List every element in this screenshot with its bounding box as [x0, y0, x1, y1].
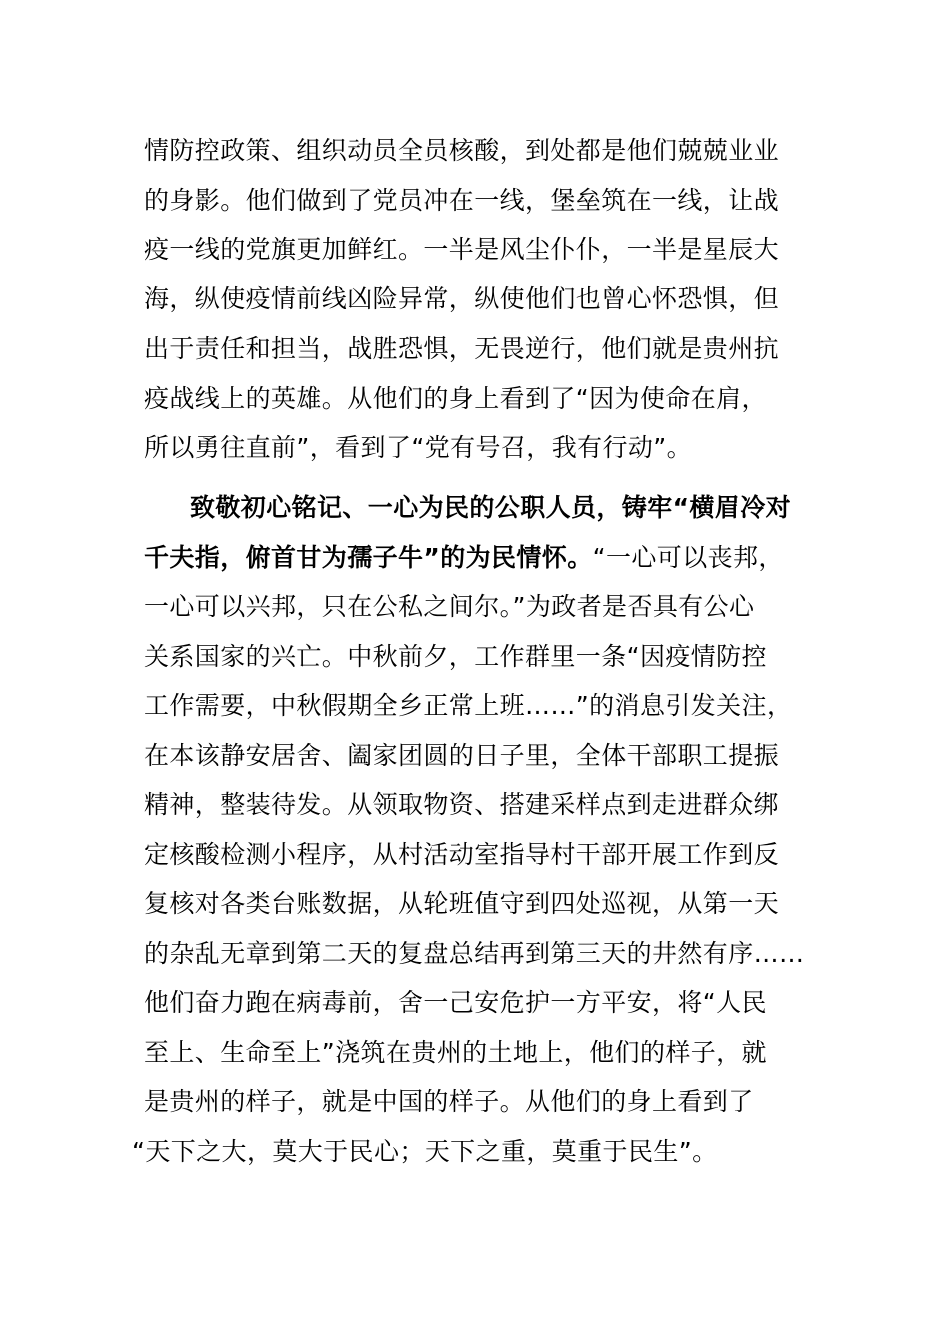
paragraph-line: 工作需要，中秋假期全乡正常上班……”的消息引发关注，	[144, 691, 793, 720]
paragraph-line: 海，纵使疫情前线凶险异常，纵使他们也曾心怀恐惧，但	[144, 284, 780, 313]
paragraph-heading-end: 千夫指，俯首甘为孺子牛”的为民情怀。	[144, 543, 593, 572]
paragraph-line: “天下之大，莫大于民心；天下之重，莫重于民生”。	[132, 1137, 718, 1166]
paragraph-line: 至上、生命至上”浇筑在贵州的土地上，他们的样子，就	[144, 1038, 767, 1067]
paragraph-line: 疫战线上的英雄。从他们的身上看到了“因为使命在肩，	[144, 384, 767, 413]
paragraph-line: 疫一线的党旗更加鲜红。一半是风尘仆仆，一半是星辰大	[144, 235, 780, 264]
paragraph-heading: 致敬初心铭记、一心为民的公职人员，铸牢“横眉冷对	[190, 493, 792, 522]
paragraph-line: 的杂乱无章到第二天的复盘总结再到第三天的井然有序……	[144, 939, 805, 968]
paragraph-line: 情防控政策、组织动员全员核酸，到处都是他们兢兢业业	[144, 136, 780, 165]
paragraph-line: 一心可以兴邦，只在公私之间尔。”为政者是否具有公心	[144, 592, 755, 621]
paragraph-line: 关系国家的兴亡。中秋前夕，工作群里一条“因疫情防控	[144, 642, 767, 671]
paragraph-line: 在本该静安居舍、阖家团圆的日子里，全体干部职工提振	[144, 741, 780, 770]
paragraph-line: 出于责任和担当，战胜恐惧，无畏逆行，他们就是贵州抗	[144, 334, 780, 363]
paragraph-line: 的身影。他们做到了党员冲在一线，堡垒筑在一线，让战	[144, 186, 780, 215]
paragraph-line: 定核酸检测小程序，从村活动室指导村干部开展工作到反	[144, 840, 780, 869]
paragraph-line: 精神，整装待发。从领取物资、搭建采样点到走进群众绑	[144, 790, 780, 819]
paragraph-line: 复核对各类台账数据，从轮班值守到四处巡视，从第一天	[144, 889, 780, 918]
paragraph-line: 他们奋力跑在病毒前，舍一己安危护一方平安，将“人民	[144, 988, 767, 1017]
paragraph-line: 所以勇往直前”，看到了“党有号召，我有行动”。	[144, 433, 693, 462]
paragraph-text: “一心可以丧邦，	[592, 543, 784, 572]
paragraph-line: 是贵州的样子，就是中国的样子。从他们的身上看到了	[144, 1087, 754, 1116]
paragraph-line	[144, 541, 814, 575]
